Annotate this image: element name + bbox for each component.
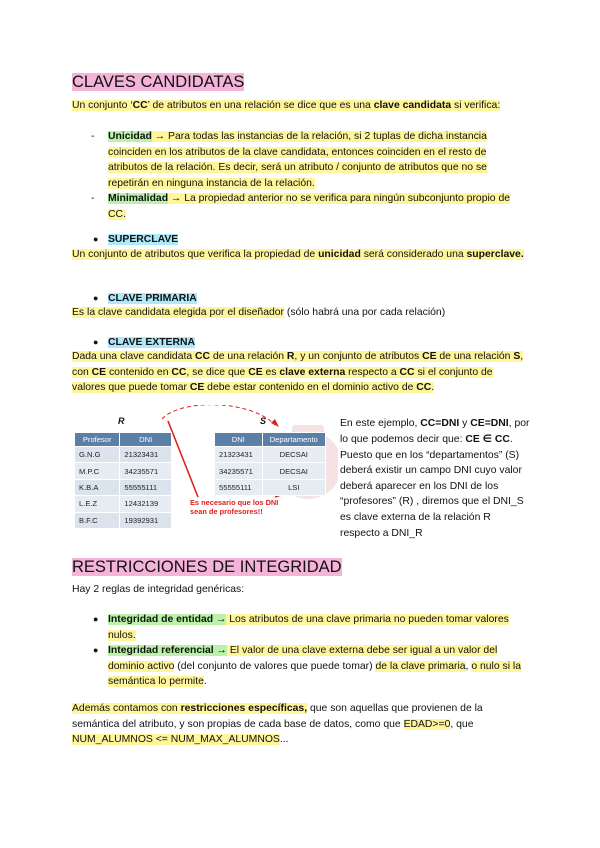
table-header: DNI: [120, 433, 172, 447]
figure-note-line: Es necesario que los DNI: [190, 498, 279, 507]
bullet-icon: ●: [93, 645, 99, 655]
minimalidad-item: Minimalidad → La propiedad anterior no se verifica para ningún subconjunto propio de CC.: [108, 193, 511, 220]
table-row: [215, 463, 326, 479]
table-row: [75, 447, 172, 463]
table-header: Departamento: [262, 433, 325, 447]
superclave-text: Un conjunto de atributos que verifica la propiedad de unicidad será considerado una superclave.: [72, 249, 524, 260]
relation-label-r: R: [118, 416, 125, 426]
table-row: [75, 512, 172, 528]
table-row: [75, 479, 172, 495]
figure-note-line: sean de profesores!!: [190, 507, 263, 516]
table-cell: 55555111: [215, 479, 263, 495]
example-text: En este ejemplo, CC=DNI y CE=DNI, por lo que podemos decir que: CE ∈ CC. Puesto que en los “departamentos” (S) deberá existir un campo DNI cuyo valor deberá aparecer en los DNI de los “profesores” (R) , diremos que el DNI_S es clave externa de la relación R respecto a DNI_R: [340, 418, 530, 539]
table-cell: M.P.C: [75, 463, 120, 479]
externa-text: Dada una clave candidata CC de una relación R, y un conjunto de atributos CE de una relación S, con CE contenido en CC, se dice que CE es clave externa respecto a CC si el conjunto de valores que puede tomar CE debe estar contenido en el dominio activo de CC.: [72, 351, 524, 394]
table-cell: DECSAI: [262, 463, 325, 479]
bullet-icon: ●: [93, 337, 99, 347]
table-cell: 55555111: [120, 479, 172, 495]
table-cell: L.E.Z: [75, 496, 120, 512]
table-cell: B.F.C: [75, 512, 120, 528]
dash-marker: -: [91, 131, 95, 142]
table-cell: 19392931: [120, 512, 172, 528]
reference-arrow-line: [162, 405, 275, 425]
section-title-claves-candidatas: CLAVES CANDIDATAS: [72, 73, 245, 91]
unicidad-item: Unicidad → Para todas las instancias de la relación, si 2 tuplas de dicha instancia coinciden en los atributos de la clave candidata, entonces coinciden en el resto de atributos de la relación. Es decir, será un atributo / conjunto de atributos que no se repetirán en ninguna instancia de la relación.: [108, 131, 487, 189]
table-cell: 34235571: [215, 463, 263, 479]
bullet-icon: ●: [93, 293, 99, 303]
cc-intro: Un conjunto ‘CC’ de atributos en una relación se dice que es una clave candidata si verifica:: [72, 100, 501, 111]
primaria-text: Es la clave candidata elegida por el diseñador (sólo habrá una por cada relación): [72, 307, 446, 318]
arrow-head: [271, 419, 279, 427]
figure-note: [190, 498, 278, 516]
table-cell: 12432139: [120, 496, 172, 512]
ri-intro: Hay 2 reglas de integridad genéricas:: [72, 584, 245, 595]
table-cell: G.N.G: [75, 447, 120, 463]
bullet-icon: ●: [93, 234, 99, 244]
relation-label-s: S: [260, 416, 267, 426]
table-cell: 34235571: [120, 463, 172, 479]
section-title-restricciones: RESTRICCIONES DE INTEGRIDAD: [72, 558, 342, 576]
table-row: [75, 496, 172, 512]
table-cell: 21323431: [215, 447, 263, 463]
table-header: Profesor: [75, 433, 120, 447]
integridad-referencial-item: Integridad referencial → El valor de una clave externa debe ser igual a un valor del dominio activo (del conjunto de valores que puede tomar) de la clave primaria, o nulo si la semántica lo permite.: [108, 645, 521, 688]
restricciones-especificas-text: Además contamos con restricciones específicas, que son aquellas que provienen de la semántica del atributo, y son propias de cada base de datos, como que EDAD>=0, que NUM_ALUMNOS <= NUM_MAX_ALUMNOS...: [72, 703, 483, 746]
table-cell: LSI: [262, 479, 325, 495]
note-pointer-line: [168, 421, 198, 497]
table-departamentos: [214, 432, 326, 496]
table-cell: 21323431: [120, 447, 172, 463]
subsection-title-clave-primaria: CLAVE PRIMARIA: [108, 293, 197, 304]
subsection-title-superclave: SUPERCLAVE: [108, 234, 179, 245]
table-row: [215, 447, 326, 463]
table-row: [75, 463, 172, 479]
bullet-icon: ●: [93, 614, 99, 624]
table-cell: DECSAI: [262, 447, 325, 463]
table-row: [215, 479, 326, 495]
subsection-title-clave-externa: CLAVE EXTERNA: [108, 337, 195, 348]
table-header: DNI: [215, 433, 263, 447]
integridad-entidad-item: Integridad de entidad → Los atributos de una clave primaria no pueden tomar valores nulos.: [108, 614, 509, 641]
dash-marker: -: [91, 193, 95, 204]
table-cell: K.B.A: [75, 479, 120, 495]
relation-figure: [70, 405, 338, 535]
table-profesores: [74, 432, 172, 529]
